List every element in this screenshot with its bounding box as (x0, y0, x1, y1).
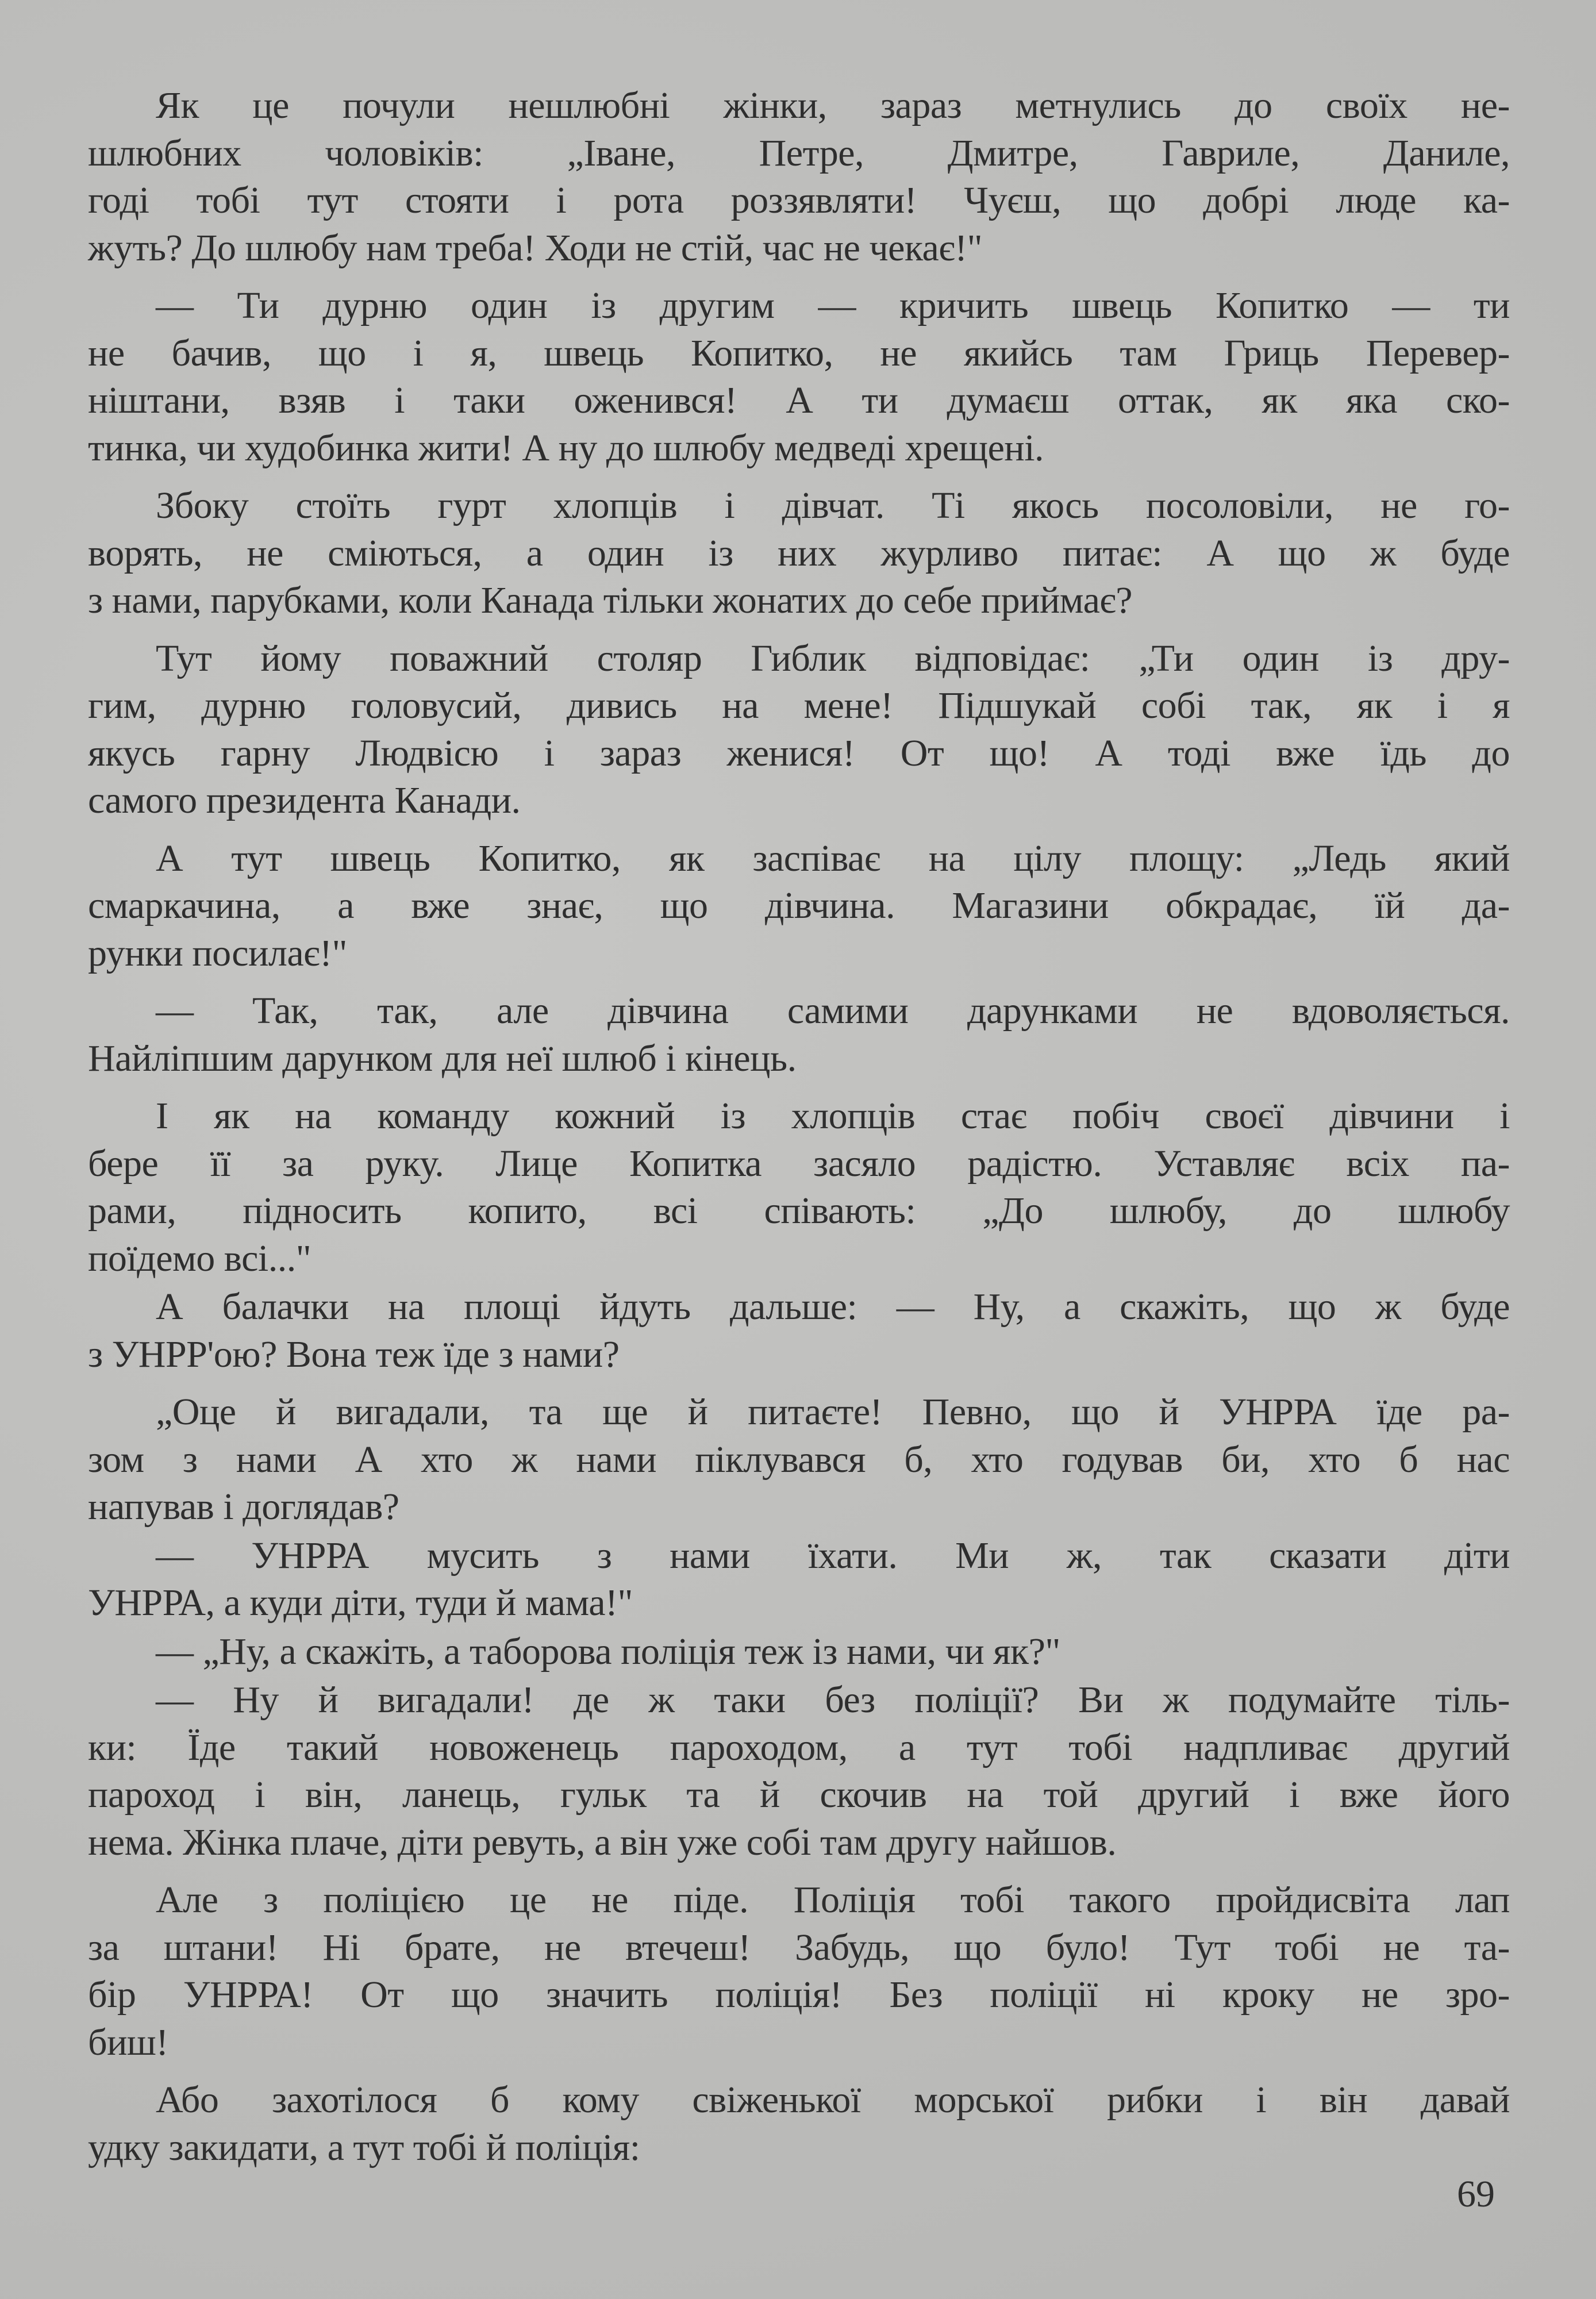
paragraph (88, 1877, 1510, 2066)
text-line: нема. Жінка плаче, діти ревуть, а він уже собі там другу найшов. (88, 1821, 1117, 1863)
text-line: удку закидати, а тут тобі й поліція: (88, 2126, 640, 2169)
text-line: — Ти дурню один із другим — кричить швець Копитко — ти (156, 285, 1510, 326)
text-line: за штани! Ні брате, не втечеш! Забудь, що було! Тут тобі не та- (88, 1926, 1510, 1969)
paragraph (88, 282, 1510, 472)
paragraph (88, 1532, 1510, 1627)
paragraph (88, 1389, 1510, 1531)
text-line: з УНРР'ою? Вона теж їде з нами? (88, 1333, 620, 1375)
paragraph (88, 482, 1510, 625)
text-line: зом з нами А хто ж нами піклувався б, хто годував би, хто б нас (88, 1438, 1510, 1481)
text-line: жуть? До шлюбу нам треба! Ходи не стій, час не чекає!" (88, 226, 983, 269)
paragraph (88, 835, 1510, 978)
text-line: — „Ну, а скажіть, а таборова поліція теж із нами, чи як?" (156, 1630, 1060, 1673)
paragraph (88, 2077, 1510, 2171)
paragraph (88, 1283, 1510, 1378)
text-line: бере її за руку. Лице Копитка засяло радістю. Уставляє всіх па- (88, 1142, 1510, 1185)
text-line: ніштани, взяв і таки оженився! А ти думаєш оттак, як яка ско- (88, 379, 1510, 421)
text-line: „Оце й вигадали, та ще й питаєте! Певно, що й УНРРА їде ра- (156, 1391, 1510, 1433)
text-line: годі тобі тут стояти і рота роззявляти! Чуєш, що добрі люде ка- (88, 179, 1510, 221)
text-line: ки: Їде такий новоженець пароходом, а тут тобі надпливає другий (88, 1726, 1510, 1769)
text-line: не бачив, що і я, швець Копитко, не якийсь там Гриць Перевер- (88, 332, 1510, 374)
text-line: Але з поліцією це не піде. Поліція тобі такого пройдисвіта лап (156, 1879, 1510, 1921)
paragraph (88, 987, 1510, 1082)
text-line: — Так, так, але дівчина самими дарунками не вдоволяється. (156, 990, 1510, 1032)
text-line: рунки посилає!" (88, 932, 347, 974)
text-line: Або захотілося б кому свіженької морської рибки і він давай (156, 2079, 1510, 2121)
text-line: биш! (88, 2021, 168, 2063)
paragraph (88, 82, 1510, 272)
paragraph (88, 1628, 1510, 1676)
text-line: тинка, чи худобинка жити! А ну до шлюбу медведі хрещені. (88, 426, 1044, 469)
text-line: І як на команду кожний із хлопців стає побіч своєї дівчини і (156, 1095, 1510, 1137)
paragraph (88, 635, 1510, 825)
page-body (88, 82, 1510, 2182)
text-line: — УНРРА мусить з нами їхати. Ми ж, так сказати діти (156, 1534, 1510, 1577)
text-line: поїдемо всі..." (88, 1237, 311, 1279)
text-line: ворять, не сміються, а один із них журливо питає: А що ж буде (88, 532, 1510, 574)
text-line: Тут йому поважний столяр Гиблик відповідає: „Ти один із дру- (156, 637, 1510, 679)
text-line: — Ну й вигадали! де ж таки без поліції? Ви ж подумайте тіль- (156, 1679, 1510, 1721)
text-line: пароход і він, ланець, гульк та й скочив на той другий і вже його (88, 1774, 1510, 1816)
text-line: Збоку стоїть гурт хлопців і дівчат. Ті якось посоловіли, не го- (156, 485, 1510, 526)
text-line: напував і доглядав? (88, 1486, 399, 1528)
text-line: шлюбних чоловіків: „Іване, Петре, Дмитре, Гавриле, Даниле, (88, 132, 1510, 174)
text-line: А тут швець Копитко, як заспіває на цілу площу: „Ледь який (156, 837, 1510, 879)
text-line: самого президента Канади. (88, 779, 521, 821)
text-line: з нами, парубками, коли Канада тільки жонатих до себе приймає? (88, 579, 1132, 621)
text-line: бір УНРРА! От що значить поліція! Без поліції ні кроку не зро- (88, 1974, 1510, 2016)
text-line: гим, дурню головусий, дивись на мене! Підшукай собі так, як і я (88, 685, 1510, 726)
paragraph (88, 1093, 1510, 1282)
text-line: Найліпшим дарунком для неї шлюб і кінець. (88, 1037, 797, 1079)
text-line: рами, підносить копито, всі співають: „До шлюбу, до шлюбу (88, 1190, 1510, 1232)
text-line: якусь гарну Людвісю і зараз женися! От що! А тоді вже їдь до (88, 732, 1510, 774)
paragraph (88, 1677, 1510, 1866)
text-line: А балачки на площі йдуть дальше: — Ну, а скажіть, що ж буде (156, 1286, 1510, 1328)
text-line: Як це почули нешлюбні жінки, зараз метнулись до своїх не- (156, 84, 1510, 126)
text-line: УНРРА, а куди діти, туди й мама!" (88, 1582, 633, 1624)
text-line: смаркачина, а вже знає, що дівчина. Магазини обкрадає, їй да- (88, 885, 1510, 926)
page-number: 69 (1457, 2173, 1495, 2215)
